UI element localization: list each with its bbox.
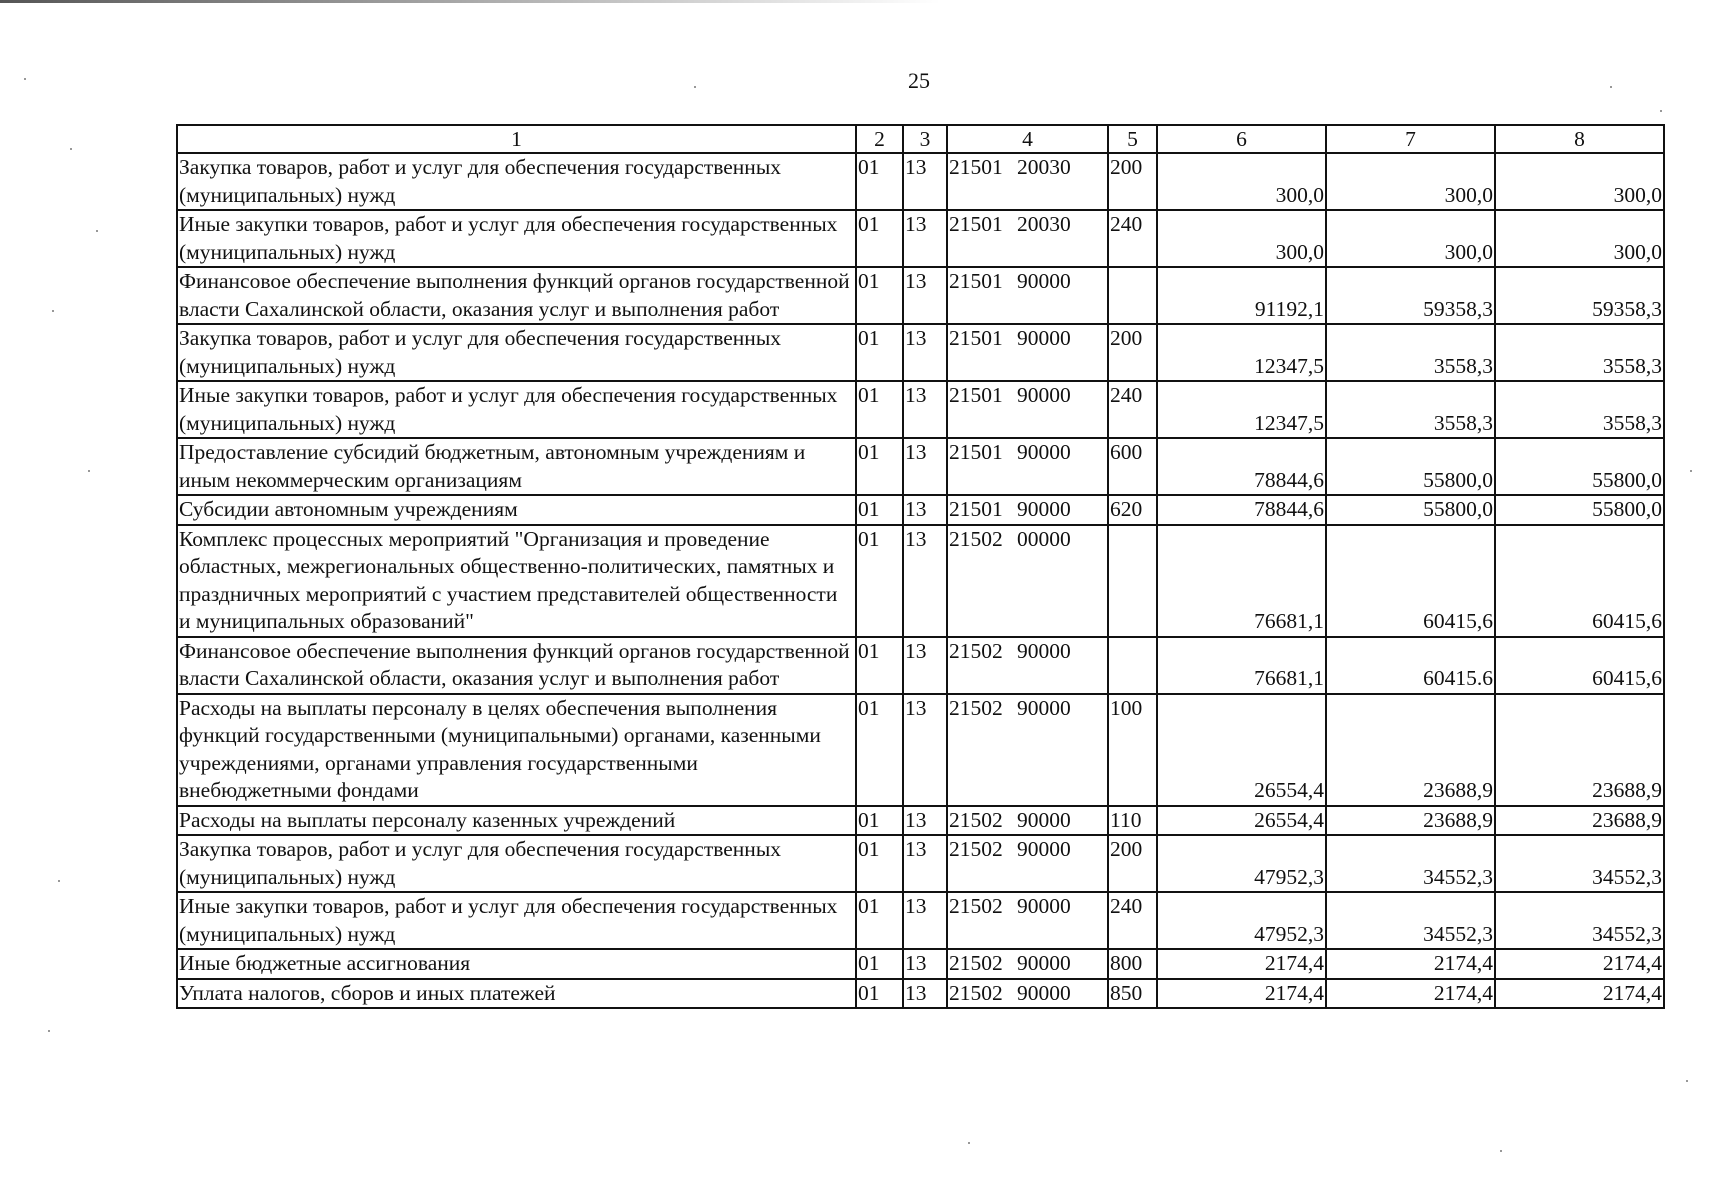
row-expense-type: 110 [1108,806,1157,836]
row-amount-col7: 59358,3 [1326,267,1495,324]
row-amount-col6: 47952,3 [1157,892,1326,949]
row-description: Закупка товаров, работ и услуг для обеспечения государственных (муниципальных) нужд [177,324,856,381]
row-amount-col7: 34552,3 [1326,835,1495,892]
row-amount-col8: 55800,0 [1495,438,1664,495]
row-subsection: 13 [903,637,947,694]
table-row [177,892,1664,949]
row-amount-col7: 3558,3 [1326,324,1495,381]
row-subsection: 13 [903,381,947,438]
table-row [177,525,1664,637]
budget-table [176,124,1665,1009]
scan-speck [968,1142,970,1144]
row-program-code: 21501 [949,155,1003,179]
row-amount-col8: 59358,3 [1495,267,1664,324]
header-col-6: 6 [1157,125,1326,153]
table-row [177,153,1664,210]
row-expense-type: 200 [1108,835,1157,892]
row-amount-col7: 55800,0 [1326,438,1495,495]
row-amount-col7: 55800,0 [1326,495,1495,525]
row-subsection: 13 [903,525,947,637]
header-col-1: 1 [177,125,856,153]
row-description: Предоставление субсидий бюджетным, автономным учреждениям и иным некоммерческим организациям [177,438,856,495]
table-row [177,979,1664,1009]
header-col-3: 3 [903,125,947,153]
table-header-row [177,125,1664,153]
row-direction-code: 90000 [1017,497,1071,521]
row-amount-col7: 60415,6 [1326,525,1495,637]
scan-speck [1660,110,1662,112]
row-subsection: 13 [903,495,947,525]
row-program-code: 21502 [949,695,1003,720]
row-subsection: 13 [903,153,947,210]
row-amount-col8: 34552,3 [1495,835,1664,892]
row-amount-col6: 12347,5 [1157,324,1326,381]
row-amount-col8: 3558,3 [1495,324,1664,381]
row-section: 01 [856,153,903,210]
row-amount-col8: 2174,4 [1495,979,1664,1009]
row-expense-type [1108,637,1157,694]
table-body [177,153,1664,1008]
row-direction-code: 00000 [1017,526,1071,551]
row-amount-col7: 3558,3 [1326,381,1495,438]
table-row [177,495,1664,525]
row-amount-col8: 2174,4 [1495,949,1664,979]
row-expense-type: 200 [1108,153,1157,210]
row-direction-code: 90000 [1017,695,1071,720]
header-col-8: 8 [1495,125,1664,153]
row-section: 01 [856,324,903,381]
row-direction-code: 90000 [1017,807,1071,832]
row-amount-col6: 26554,4 [1157,694,1326,806]
header-col-7: 7 [1326,125,1495,153]
row-amount-col7: 300,0 [1326,153,1495,210]
table-row [177,438,1664,495]
table-row [177,835,1664,892]
row-direction-code: 90000 [1017,638,1071,663]
row-program-code: 21502 [949,526,1003,551]
row-subsection: 13 [903,892,947,949]
row-amount-col7: 23688,9 [1326,806,1495,836]
row-expense-type: 800 [1108,949,1157,979]
table-row [177,267,1664,324]
row-description: Финансовое обеспечение выполнения функций органов государственной власти Сахалинской области, оказания услуг и выполнения работ [177,637,856,694]
scan-speck [1610,86,1612,88]
row-expense-type: 600 [1108,438,1157,495]
row-target-code [947,438,1108,495]
row-program-code: 21502 [949,638,1003,663]
row-expense-type: 240 [1108,892,1157,949]
row-target-code [947,495,1108,525]
row-description: Субсидии автономным учреждениям [177,495,856,525]
row-direction-code: 90000 [1017,269,1071,293]
row-expense-type: 100 [1108,694,1157,806]
row-amount-col8: 60415,6 [1495,525,1664,637]
row-amount-col7: 2174,4 [1326,949,1495,979]
row-program-code: 21501 [949,326,1003,350]
row-amount-col7: 2174,4 [1326,979,1495,1009]
row-target-code [947,694,1108,806]
scan-speck [24,78,26,80]
table-row [177,694,1664,806]
row-direction-code: 90000 [1017,837,1071,861]
row-direction-code: 90000 [1017,383,1071,407]
scan-speck [694,86,696,88]
row-section: 01 [856,949,903,979]
scan-speck [1690,470,1692,472]
row-subsection: 13 [903,949,947,979]
scan-speck [52,310,54,312]
row-target-code [947,210,1108,267]
row-amount-col7: 60415.6 [1326,637,1495,694]
row-amount-col8: 60415,6 [1495,637,1664,694]
page-number: 25 [908,68,930,93]
row-expense-type: 850 [1108,979,1157,1009]
row-amount-col6: 78844,6 [1157,495,1326,525]
row-program-code: 21502 [949,807,1003,832]
row-section: 01 [856,979,903,1009]
row-program-code: 21501 [949,497,1003,521]
table-row [177,637,1664,694]
row-section: 01 [856,267,903,324]
row-expense-type [1108,525,1157,637]
row-amount-col7: 23688,9 [1326,694,1495,806]
row-expense-type: 200 [1108,324,1157,381]
row-direction-code: 90000 [1017,894,1071,918]
row-amount-col6: 76681,1 [1157,525,1326,637]
row-amount-col6: 2174,4 [1157,949,1326,979]
row-amount-col6: 2174,4 [1157,979,1326,1009]
row-section: 01 [856,806,903,836]
row-amount-col6: 26554,4 [1157,806,1326,836]
row-program-code: 21502 [949,837,1003,861]
row-subsection: 13 [903,324,947,381]
row-description: Иные бюджетные ассигнования [177,949,856,979]
row-amount-col8: 300,0 [1495,210,1664,267]
row-target-code [947,806,1108,836]
scan-speck [88,470,90,472]
row-expense-type: 620 [1108,495,1157,525]
row-expense-type: 240 [1108,210,1157,267]
scan-top-edge [0,0,940,3]
row-amount-col6: 78844,6 [1157,438,1326,495]
row-target-code [947,324,1108,381]
scan-speck [48,1030,50,1032]
row-direction-code: 90000 [1017,951,1071,975]
row-section: 01 [856,835,903,892]
row-subsection: 13 [903,979,947,1009]
row-section: 01 [856,210,903,267]
row-subsection: 13 [903,835,947,892]
row-amount-col8: 23688,9 [1495,694,1664,806]
row-program-code: 21501 [949,269,1003,293]
scan-speck [1500,1150,1502,1152]
table-row [177,949,1664,979]
scan-speck [58,880,60,882]
row-subsection: 13 [903,438,947,495]
row-direction-code: 20030 [1017,155,1071,179]
row-section: 01 [856,381,903,438]
row-direction-code: 20030 [1017,212,1071,236]
row-program-code: 21502 [949,894,1003,918]
row-subsection: 13 [903,267,947,324]
row-description: Иные закупки товаров, работ и услуг для обеспечения государственных (муниципальных) нужд [177,210,856,267]
row-target-code [947,892,1108,949]
row-amount-col6: 76681,1 [1157,637,1326,694]
row-amount-col6: 12347,5 [1157,381,1326,438]
row-subsection: 13 [903,694,947,806]
row-expense-type: 240 [1108,381,1157,438]
scan-speck [96,230,98,232]
row-direction-code: 90000 [1017,326,1071,350]
row-section: 01 [856,892,903,949]
table-row [177,806,1664,836]
row-target-code [947,979,1108,1009]
row-direction-code: 90000 [1017,980,1071,1005]
row-amount-col6: 47952,3 [1157,835,1326,892]
scan-speck [70,148,72,150]
scan-speck [1686,1080,1688,1082]
row-section: 01 [856,495,903,525]
row-amount-col8: 3558,3 [1495,381,1664,438]
header-col-2: 2 [856,125,903,153]
row-program-code: 21502 [949,980,1003,1005]
row-amount-col6: 91192,1 [1157,267,1326,324]
row-amount-col7: 300,0 [1326,210,1495,267]
row-section: 01 [856,694,903,806]
row-description: Комплекс процессных мероприятий "Организация и проведение областных, межрегиональных общественно-политических, памятных и праздничных мероприятий с участием представителей общественности и муниципальных образований" [177,525,856,637]
row-amount-col8: 34552,3 [1495,892,1664,949]
row-amount-col6: 300,0 [1157,210,1326,267]
row-section: 01 [856,525,903,637]
row-target-code [947,267,1108,324]
row-target-code [947,949,1108,979]
row-program-code: 21501 [949,212,1003,236]
row-direction-code: 90000 [1017,440,1071,464]
row-description: Иные закупки товаров, работ и услуг для обеспечения государственных (муниципальных) нужд [177,381,856,438]
row-section: 01 [856,438,903,495]
row-program-code: 21502 [949,951,1003,975]
row-amount-col8: 23688,9 [1495,806,1664,836]
row-target-code [947,835,1108,892]
row-program-code: 21501 [949,440,1003,464]
row-amount-col8: 300,0 [1495,153,1664,210]
row-target-code [947,381,1108,438]
row-target-code [947,637,1108,694]
row-description: Финансовое обеспечение выполнения функций органов государственной власти Сахалинской области, оказания услуг и выполнения работ [177,267,856,324]
row-target-code [947,525,1108,637]
row-target-code [947,153,1108,210]
row-description: Расходы на выплаты персоналу в целях обеспечения выполнения функций государственными (муниципальными) органами, казенными учреждениями, органами управления государственными внебюджетными фондами [177,694,856,806]
table-row [177,324,1664,381]
row-amount-col7: 34552,3 [1326,892,1495,949]
header-col-4: 4 [947,125,1108,153]
row-subsection: 13 [903,806,947,836]
row-description: Закупка товаров, работ и услуг для обеспечения государственных (муниципальных) нужд [177,835,856,892]
row-amount-col8: 55800,0 [1495,495,1664,525]
row-amount-col6: 300,0 [1157,153,1326,210]
row-description: Иные закупки товаров, работ и услуг для обеспечения государственных (муниципальных) нужд [177,892,856,949]
row-subsection: 13 [903,210,947,267]
row-expense-type [1108,267,1157,324]
table-row [177,381,1664,438]
row-description: Закупка товаров, работ и услуг для обеспечения государственных (муниципальных) нужд [177,153,856,210]
table-row [177,210,1664,267]
row-description: Уплата налогов, сборов и иных платежей [177,979,856,1009]
row-program-code: 21501 [949,383,1003,407]
header-col-5: 5 [1108,125,1157,153]
row-description: Расходы на выплаты персоналу казенных учреждений [177,806,856,836]
row-section: 01 [856,637,903,694]
